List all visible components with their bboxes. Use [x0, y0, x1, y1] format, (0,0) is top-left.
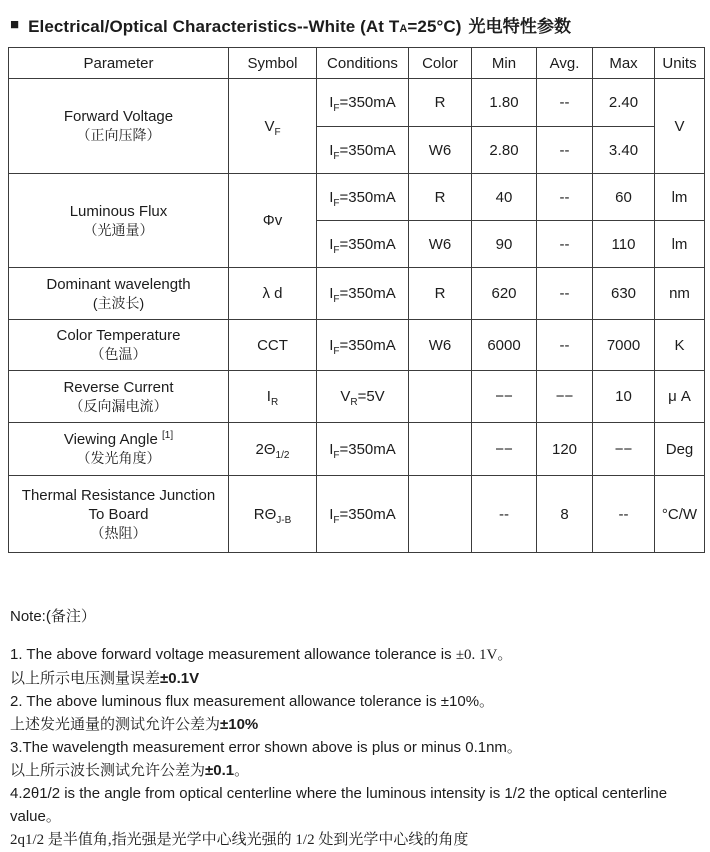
cell-lf-condition-2: $I_F=350mA$ [317, 221, 409, 268]
cell-lf-parameter [9, 174, 229, 268]
ir-param-cn: （反向漏电流） [69, 397, 168, 414]
cell-dw-parameter [9, 268, 229, 320]
table-row-dominant-wavelength [9, 268, 705, 320]
cell-va-parameter [9, 423, 229, 476]
cell-rth-condition: $I_F=350mA$ [317, 476, 409, 553]
va-param-cn: （发光角度） [76, 450, 161, 466]
cell-ir-parameter [9, 371, 229, 423]
header-units: Units [655, 48, 705, 79]
cell-lf-color-1: R [409, 174, 472, 221]
cell-fv-parameter [9, 79, 229, 174]
cell-ir-units: μ A [655, 371, 705, 423]
cell-fv-units: V [655, 79, 705, 174]
cell-cct-color: W6 [409, 320, 472, 371]
note-line-6: 以上所示波长测试允许公差为±0.1。 [10, 762, 250, 779]
header-parameter: Parameter [9, 48, 229, 79]
notes-section [10, 605, 705, 852]
header-min: Min [472, 48, 537, 79]
header-max: Max [593, 48, 655, 79]
cell-rth-parameter [9, 476, 229, 553]
note-line-8: 2q1/2 是半值角,指光强是光学中心线光强的 1/2 处到光学中心线的角度 [10, 832, 469, 848]
cell-va-max: −− [593, 423, 655, 476]
cell-cct-max: 7000 [593, 320, 655, 371]
square-bullet-icon: ■ [10, 16, 20, 33]
cell-va-min: −− [472, 423, 537, 476]
cell-lf-symbol: Φv [229, 174, 317, 268]
cell-fv-max-1: 2.40 [593, 79, 655, 127]
cell-fv-condition-2: $I_F=350mA$ [317, 127, 409, 174]
cell-rth-symbol: $R\Theta_{J-B}$ [229, 476, 317, 553]
section-title [10, 12, 705, 37]
table-row-luminous-flux-r [9, 174, 705, 221]
cell-fv-min-1: 1.80 [472, 79, 537, 127]
notes-heading: Note:(备注） [10, 608, 96, 625]
lf-param-en: Luminous Flux [69, 202, 168, 220]
note-line-1: 1. The above forward voltage measurement allowance tolerance is ±0. 1V。 [10, 646, 513, 663]
cell-lf-min-1: 40 [472, 174, 537, 221]
cell-rth-units: °C/W [655, 476, 705, 553]
table-row-reverse-current [9, 371, 705, 423]
cell-cct-avg: -- [537, 320, 593, 371]
cell-lf-color-2: W6 [409, 221, 472, 268]
cell-lf-min-2: 90 [472, 221, 537, 268]
note-line-4: 上述发光通量的测试允许公差为±10% [10, 716, 259, 733]
cell-va-avg: 120 [537, 423, 593, 476]
cell-va-condition: $I_F=350mA$ [317, 423, 409, 476]
cell-va-symbol: $2\Theta_{1/2}$ [229, 423, 317, 476]
cell-cct-parameter [9, 320, 229, 371]
cell-dw-min: 620 [472, 268, 537, 320]
va-param-en: Viewing Angle [1] [63, 430, 174, 448]
fv-param-en: Forward Voltage [63, 108, 174, 125]
header-color: Color [409, 48, 472, 79]
cell-cct-symbol: CCT [229, 320, 317, 371]
cct-param-en: Color Temperature [56, 327, 181, 344]
cell-lf-units-1: lm [655, 174, 705, 221]
table-row-thermal-resistance [9, 476, 705, 553]
cell-rth-min: -- [472, 476, 537, 553]
cell-lf-avg-2: -- [537, 221, 593, 268]
cell-ir-max: 10 [593, 371, 655, 423]
cell-lf-max-2: 110 [593, 221, 655, 268]
note-line-5: 3.The wavelength measurement error shown above is plus or minus 0.1nm。 [10, 739, 522, 756]
header-conditions: Conditions [317, 48, 409, 79]
rth-param-en-line2: To Board [88, 505, 149, 523]
lf-param-cn: （光通量） [83, 221, 154, 238]
cell-dw-units: nm [655, 268, 705, 320]
cell-ir-avg: −− [537, 371, 593, 423]
rth-param-cn: （热阻） [90, 524, 147, 541]
cell-lf-condition-1: $I_F=350mA$ [317, 174, 409, 221]
cell-ir-min: −− [472, 371, 537, 423]
cell-fv-min-2: 2.80 [472, 127, 537, 174]
rth-param-en-line1: Thermal Resistance Junction [21, 486, 216, 504]
note-line-7: 4.2θ1/2 is the angle from optical centerline where the luminous intensity is 1/2 the optical centerline value。 [10, 785, 668, 825]
cell-dw-color: R [409, 268, 472, 320]
note-line-3: 2. The above luminous flux measurement allowance tolerance is ±10%。 [10, 693, 495, 710]
cct-param-cn: （色温） [90, 346, 147, 362]
cell-rth-max: -- [593, 476, 655, 553]
cell-ir-color [409, 371, 472, 423]
cell-ir-condition: $V_R=5V$ [317, 371, 409, 423]
cell-fv-avg-1: -- [537, 79, 593, 127]
cell-dw-avg: -- [537, 268, 593, 320]
cell-dw-condition: $I_F=350mA$ [317, 268, 409, 320]
fv-param-cn: （正向压降） [76, 127, 161, 143]
cell-fv-avg-2: -- [537, 127, 593, 174]
cell-dw-symbol: λ d [229, 268, 317, 320]
cell-ir-symbol: $I_R$ [229, 371, 317, 423]
cell-lf-avg-1: -- [537, 174, 593, 221]
cell-rth-avg: 8 [537, 476, 593, 553]
cell-dw-max: 630 [593, 268, 655, 320]
cell-lf-units-2: lm [655, 221, 705, 268]
table-row-color-temperature [9, 320, 705, 371]
cell-cct-min: 6000 [472, 320, 537, 371]
cell-fv-symbol: $V_F$ [229, 79, 317, 174]
section-title-cn: 光电特性参数 [468, 17, 572, 36]
note-line-2: 以上所示电压测量误差±0.1V [10, 670, 200, 687]
cell-va-color [409, 423, 472, 476]
section-title-text [28, 12, 571, 37]
section-title-en: Electrical/Optical Characteristics--White (At TA=25°C) [28, 17, 462, 36]
table-row-viewing-angle [9, 423, 705, 476]
cell-fv-color-1: R [409, 79, 472, 127]
ir-param-en: Reverse Current [63, 378, 174, 396]
cell-rth-color [409, 476, 472, 553]
dw-param-en: Dominant wavelength [46, 275, 191, 293]
cell-lf-max-1: 60 [593, 174, 655, 221]
cell-fv-max-2: 3.40 [593, 127, 655, 174]
characteristics-table [8, 47, 705, 553]
header-avg: Avg. [537, 48, 593, 79]
cell-cct-units: K [655, 320, 705, 371]
header-symbol: Symbol [229, 48, 317, 79]
cell-fv-condition-1: $I_F=350mA$ [317, 79, 409, 127]
cell-va-units: Deg [655, 423, 705, 476]
dw-param-cn: (主波长) [92, 294, 145, 311]
cell-cct-condition: $I_F=350mA$ [317, 320, 409, 371]
table-header-row [9, 48, 705, 79]
cell-fv-color-2: W6 [409, 127, 472, 174]
table-row-forward-voltage-r [9, 79, 705, 127]
